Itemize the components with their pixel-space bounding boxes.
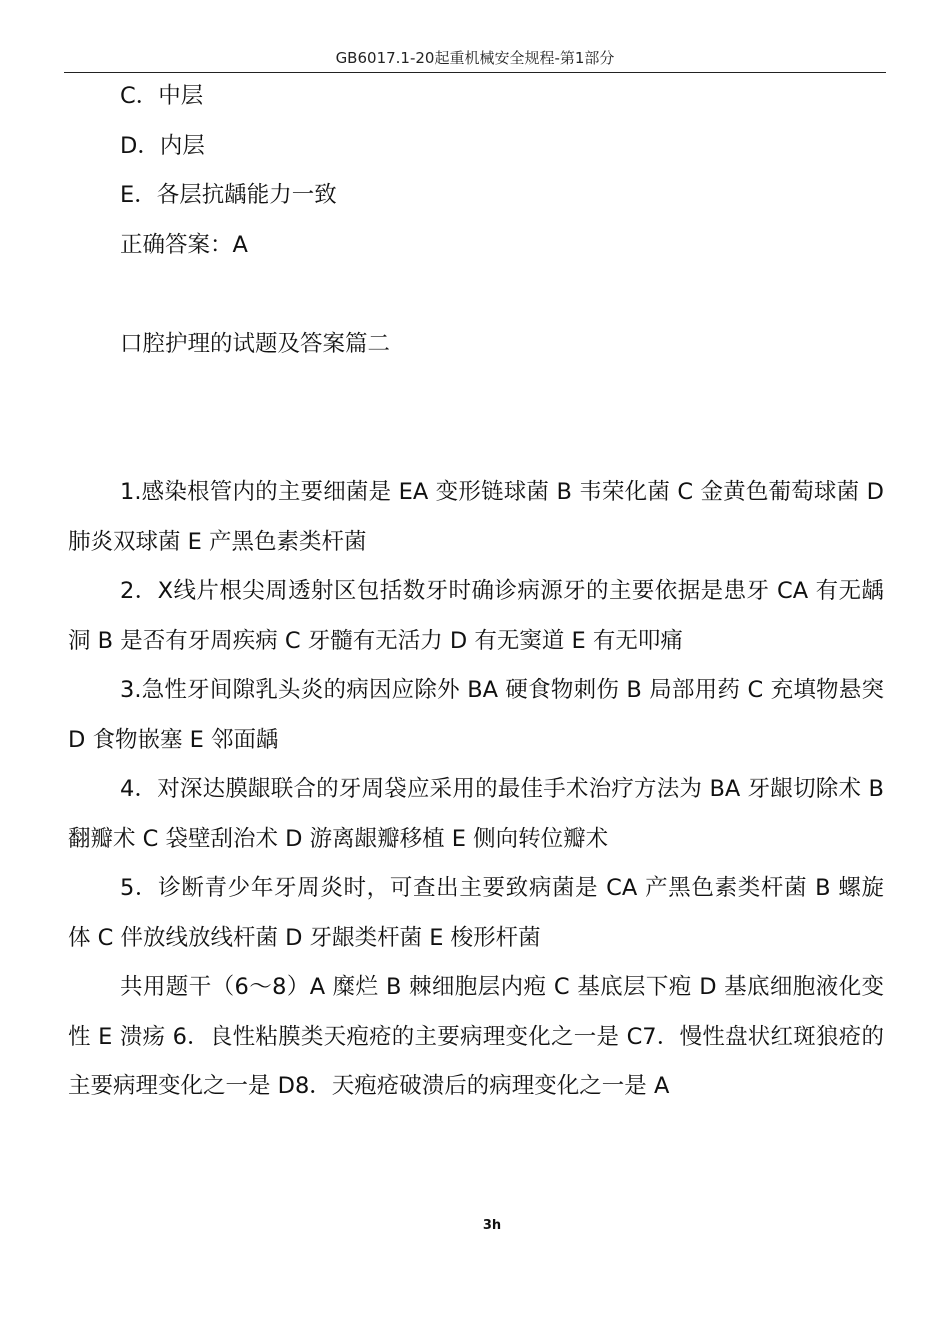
spacer xyxy=(68,369,884,419)
question-2: 2．X线片根尖周透射区包括数牙时确诊病源牙的主要依据是患牙 CA 有无龋洞 B 是否有牙周疾病 C 牙髓有无活力 D 有无窦道 E 有无叩痛 xyxy=(68,578,884,654)
spacer xyxy=(68,419,884,469)
question-5: 5．诊断青少年牙周炎时，可查出主要致病菌是 CA 产黑色素类杆菌 B 螺旋体 C 伴放线放线杆菌 D 牙龈类杆菌 E 梭形杆菌 xyxy=(68,875,884,951)
document-body xyxy=(68,72,884,1112)
page-number: 3h xyxy=(482,1218,502,1233)
question-3: 3.急性牙间隙乳头炎的病因应除外 BA 硬食物刺伤 B 局部用药 C 充填物悬突 D 食物嵌塞 E 邻面龋 xyxy=(68,677,884,753)
question-6-8: 共用题干（6～8）A 糜烂 B 棘细胞层内疱 C 基底层下疱 D 基底细胞液化变性 E 溃疡 6．良性粘膜类天疱疮的主要病理变化之一是 C7．慢性盘状红斑狼疮的主要病理变化之一是 D8．天疱疮破溃后的病理变化之一是 A xyxy=(68,974,884,1099)
running-header: GB6017.1-20起重机械安全规程-第1部分 xyxy=(335,49,615,67)
question-4: 4．对深达膜龈联合的牙周袋应采用的最佳手术治疗方法为 BA 牙龈切除术 B 翻瓣术 C 袋壁刮治术 D 游离龈瓣移植 E 侧向转位瓣术 xyxy=(68,776,884,852)
option-c: C．中层 xyxy=(120,83,204,109)
section-title: 口腔护理的试题及答案篇二 xyxy=(120,330,391,357)
correct-answer: 正确答案：A xyxy=(120,231,248,258)
option-d: D．内层 xyxy=(120,132,205,159)
option-e: E．各层抗龋能力一致 xyxy=(120,182,337,208)
question-1: 1.感染根管内的主要细菌是 EA 变形链球菌 B 韦荣化菌 C 金黄色葡萄球菌 D 肺炎双球菌 E 产黑色素类杆菌 xyxy=(68,479,884,555)
spacer xyxy=(68,270,884,320)
